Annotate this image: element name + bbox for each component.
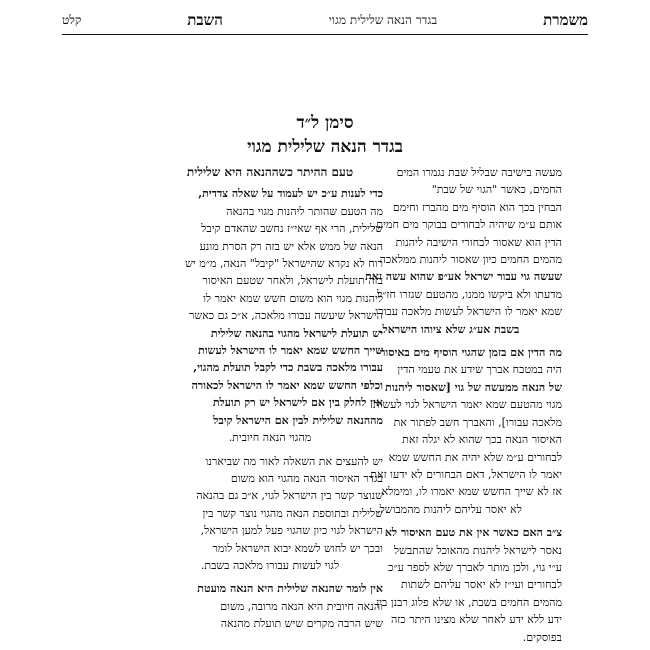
text-line: מה הטעם שהותר ליהנות מגוי בהנאה <box>226 204 383 218</box>
text-line: מההנאה שלילית לבין אם הישראל קיבל <box>213 413 383 427</box>
text-line: מהגוי הנאה חיובית. <box>228 431 312 445</box>
text-line: ידע ללא ידע לאחר שלא מצינו היתר כזה <box>390 613 562 627</box>
text-line: שעשה גוי עבור ישראל אע״פ שהוא עשה זאת <box>365 270 562 284</box>
text-line: כדי לענות ע״כ יש לעמוד על שאלה צדדית, <box>198 187 383 201</box>
text-line: החמים, כאשר "הגוי של שבת" <box>431 183 562 197</box>
text-line: מעשה בישיבה שבליל שבת נגמרו המים <box>396 166 562 179</box>
text-line: שנוצר קשר בין הישראל לגוי, א״כ גם בהנאה <box>196 489 383 503</box>
paragraph-ein <box>157 580 383 632</box>
book-title: משמרת <box>543 10 588 29</box>
text-line: הדין הוא שאסור לבחורי הישיבה ליהנות <box>395 235 562 249</box>
text-line: מה הדין אם בזמן שהגוי הוסיף מים באיסור <box>380 346 562 360</box>
page-number: קלט <box>62 12 82 27</box>
text-line: בפוסקים. <box>522 630 562 644</box>
text-line: רוח לא נקרא שהישראל "קיבל" הנאה, מ״מ יש <box>185 257 383 271</box>
text-line: וכלפי החשש שמא יאמר לו הישראל לכאורה <box>191 378 383 392</box>
text-line: בשבת אע״ג שלא ציוהו הישראל. <box>378 322 520 336</box>
text-line: ובכך יש לחוש לשמא יבוא הישראל לומר <box>212 541 383 555</box>
text-line: אותם ע״מ שיהיה לבחורים בבוקר מים חמים, <box>372 218 562 232</box>
running-header <box>62 8 588 32</box>
text-line: היה במטבח אברך שידע את טעמי הדין <box>397 363 562 377</box>
text-line: לבחורים ועי״ז לא יאסר עליהם לשתות <box>400 578 562 592</box>
section-name: השבת <box>187 10 223 29</box>
text-line: שיש הרבה מקרים שיש תועלת מהנאה <box>220 617 383 631</box>
text-line: מדעתו ולא ביקשו ממנו, מהטעם שגזרו חז״ל <box>377 287 562 301</box>
section-heading: טעם ההיתר כשההנאה היא שלילית <box>186 165 354 179</box>
text-line: הישראל שיעשה עבורו מלאכה, א״כ גם כאשר <box>189 309 383 323</box>
text-line: מהמים החמים בשבת, או שלא פלוג רבנן בין <box>376 595 562 609</box>
text-line: שלילית ובתוספת הנאה מהגוי נוצר קשר בין <box>202 506 383 520</box>
text-line: ע״י גוי, ולכן מותר לאברך שלא לספר ע״כ <box>388 560 562 574</box>
text-line: הישראל לגוי כיון שהגוי פעל למען הישראל, <box>200 524 383 538</box>
paragraph-yesh <box>157 453 383 575</box>
text-line: בגדר האיסור הנאה מהגוי הוא משום <box>230 471 383 485</box>
header-rule <box>62 34 588 35</box>
text-line: מלאכה עבורו], והאברך חשב לפתור את <box>393 415 562 429</box>
text-line: מגוי מהטעם שמא יאמר הישראל לגוי לעשות <box>372 398 562 412</box>
text-line: אין לומר שהנאה שלילית היא הנאה מועטת <box>197 582 383 596</box>
text-line: הנאה של ממש אלא יש בזה רק הסרת מונע <box>199 239 383 253</box>
running-siman-title: בגדר הנאה שלילית מגוי <box>328 12 438 27</box>
text-line: שמא יאמר לו הישראל לעשות מלאכה עבורו <box>375 305 562 319</box>
text-line: שלילית, הרי אף שאי״ז נחשב שהאדם קיבל <box>201 222 383 236</box>
text-line: של הנאה ממעשה של גוי [שאסור ליהנות <box>385 380 562 394</box>
text-line: לגוי לעשות עבורו מלאכה בשבת. <box>200 558 340 572</box>
text-line: שייך החשש שמא יאמר לו הישראל לעשות <box>198 344 383 358</box>
text-line: צ״ב האם כאשר אין את טעם האיסור לא <box>384 526 562 540</box>
text-line: יש להעצים את השאלה לאור מה שביארנו <box>205 454 383 468</box>
text-line: לא יאסר עליהם ליהנות מהמבושל. <box>376 502 522 516</box>
text-line: בזה תועלת לישראל, ולאחר שטעם האיסור <box>202 274 383 288</box>
text-line: יאמר לו הישראל, דאם הבחורים לא ידעו זאת <box>370 467 562 481</box>
text-line: יש תועלת לישראל מהגוי בהנאה שלילית <box>210 326 383 340</box>
siman-title: בגדר הנאה שלילית מגוי <box>247 137 403 157</box>
text-line: נאסר לישראל ליהנות מהאוכל שהתבשל <box>393 543 562 557</box>
text-line: מהמים החמים כיון שאסור ליהנות ממלאכה <box>379 253 562 267</box>
text-line: ליהנות מגוי הוא משום חשש שמא יאמר לו <box>203 291 383 305</box>
text-line: אז לא שייך החשש שמא יאמרו לו, ומימלא <box>381 485 562 499</box>
siman-number: סימן ל״ד <box>296 113 354 133</box>
text-line: לבחורים ע״מ שלא יהיה את החשש שמא <box>388 450 562 464</box>
paragraph-kedei <box>157 185 383 446</box>
left-column <box>157 164 383 633</box>
text-line: עבורו מלאכה בשבת כדי לקבל תועלת מהגוי, <box>193 361 383 375</box>
text-line: והנאה חיובית היא הנאה מרובה, משום <box>220 599 383 613</box>
text-line: האיסור הנאה בכך שהוא לא יגלה זאת <box>402 433 562 447</box>
text-line: אין לחלק בין אם לישראל יש רק תועלת <box>212 396 383 410</box>
text-line: הבחין בכך הוא הוסיף מים מהברז וחימם <box>392 200 562 214</box>
